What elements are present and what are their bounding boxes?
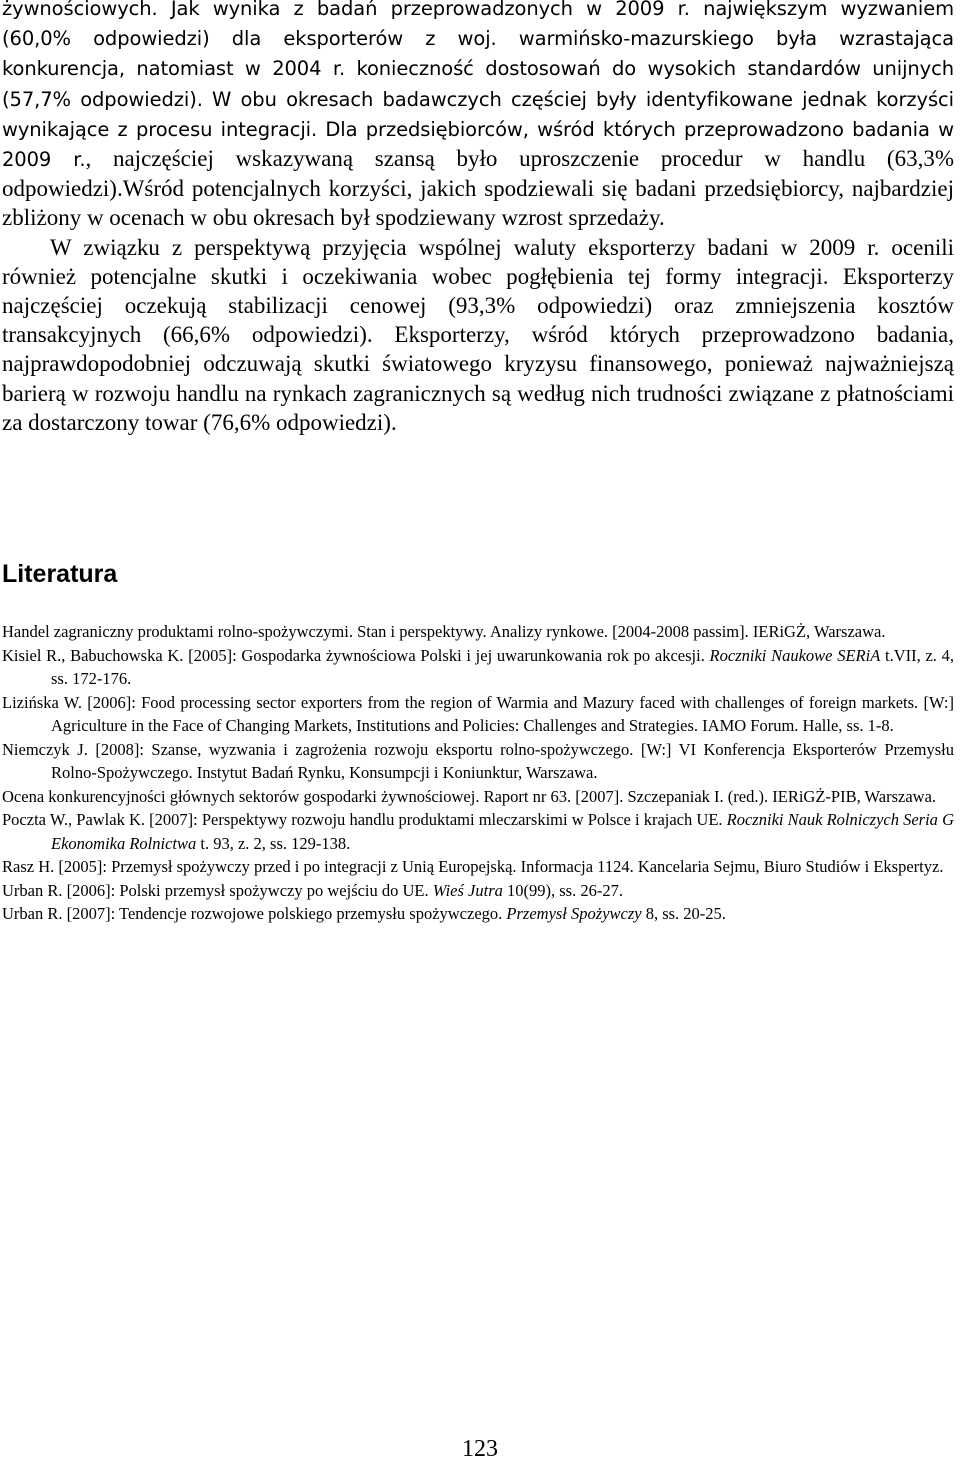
section-heading: Literatura (2, 560, 118, 588)
reference-item: Kisiel R., Babuchowska K. [2005]: Gospodarka żywnościowa Polski i jej uwarunkowania rok po akcesji. Roczniki Naukowe SERiA t.VII, z. 4, ss. 172-176. (2, 645, 954, 688)
body-text (2, 0, 954, 437)
reference-item: Ocena konkurencyjności głównych sektorów gospodarki żywnościowej. Raport nr 63. [2007]. Szczepaniak I. (red.). IERiGŻ-PIB, Warszawa. (2, 786, 937, 806)
paragraph-2: W związku z perspektywą przyjęcia wspólnej waluty eksporterzy badani w 2009 r. ocenili również potencjalne skutki i oczekiwania wobec pogłębienia tej formy integracji. Eksporterzy najczęściej oczekują stabilizacji cenowej (93,3% odpowiedzi) oraz zmniejszenia kosztów transakcyjnych (66,6% odpowiedzi). Eksporterzy, wśród których przeprowadzono badania, najprawdopodobniej odczuwają skutki światowego kryzysu finansowego, ponieważ najważniejszą barierą w rozwoju handlu na rynkach zagranicznych są według nich trudności związane z płatnościami za dostarczony towar (76,6% odpowiedzi). (2, 234, 954, 435)
paragraph-1-part-a: żywnościowych. Jak wynika z badań przeprowadzonych w 2009 r. największym wyzwaniem (60,0% odpowiedzi) dla eksporterów z woj. warmińsko-mazurskiego była wzrastająca konkurencja, natomiast w 2004 r. konieczność dostosowań do wysokich standardów unijnych (57,7% odpowiedzi). W obu okresach badawczych częściej były identyfikowane jednak korzyści wynikające z procesu integracji. Dla przedsiębiorców, wśród których przeprowadzono badania w 2009 r. (2, 0, 954, 172)
reference-item: Urban R. [2007]: Tendencje rozwojowe polskiego przemysłu spożywczego. Przemysł Spożywczy 8, ss. 20-25. (2, 904, 726, 923)
reference-item: Rasz H. [2005]: Przemysł spożywczy przed i po integracji z Unią Europejską. Informacja 1124. Kancelaria Sejmu, Biuro Studiów i Ekspertyz. (2, 857, 944, 876)
paragraph-1-part-c: Wśród potencjalnych korzyści, jakich spodziewali się badani przedsiębiorcy, najbardziej zbliżony w ocenach w obu okresach był spodziewany wzrost sprzedaży. (2, 176, 954, 231)
reference-item: Lizińska W. [2006]: Food processing sector exporters from the region of Warmia and Mazury faced with challenges of foreign markets. [W:] Agriculture in the Face of Changing Markets, Institutions and Policies: Challenges and Strategies. IAMO Forum. Halle, ss. 1-8. (2, 692, 954, 735)
reference-item: Niemczyk J. [2008]: Szanse, wyzwania i zagrożenia rozwoju eksportu rolno-spożywczego. [W:] VI Konferencja Eksporterów Przemysłu Rolno-Spożywczego. Instytut Badań Rynku, Konsumpcji i Koniunktur, Warszawa. (2, 739, 954, 782)
paragraph-1-part-b: , najczęściej wskazywaną szansą było uproszczenie procedur w handlu (63,3% odpowiedzi). (2, 146, 954, 202)
page-number: 123 (462, 1436, 498, 1462)
reference-item: Handel zagraniczny produktami rolno-spożywczymi. Stan i perspektywy. Analizy rynkowe. [2004-2008 passim]. IERiGŻ, Warszawa. (2, 622, 886, 641)
paragraph-1 (2, 0, 954, 233)
reference-list (2, 620, 954, 926)
reference-item: Poczta W., Pawlak K. [2007]: Perspektywy rozwoju handlu produktami mleczarskimi w Polsce i krajach UE. Roczniki Nauk Rolniczych Seria G Ekonomika Rolnictwa t. 93, z. 2, ss. 129-138. (2, 810, 954, 853)
reference-item: Urban R. [2006]: Polski przemysł spożywczy po wejściu do UE. Wieś Jutra 10(99), ss. 26-27. (2, 880, 623, 900)
